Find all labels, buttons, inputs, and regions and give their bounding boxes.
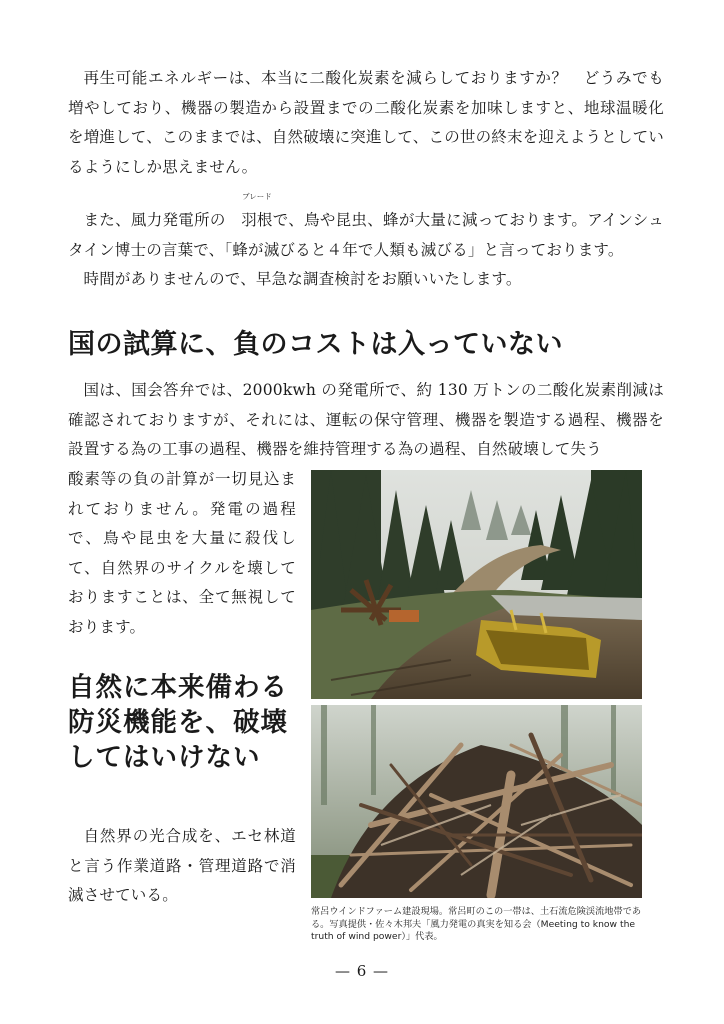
- urgent-request-paragraph: 時間がありませんので、早急な調査検討をお願いいたします。: [83, 270, 522, 288]
- photo-caption: 常呂ウインドファーム建設現場。常呂町のこの一帯は、土石流危険渓流地帯である。写真提供・佐々木邦夫「風力発電の真実を知る会（Meeting to know the truth of wind power）」代表。: [311, 906, 642, 942]
- page-number: — 6 —: [334, 962, 390, 980]
- section-heading-negative-cost: 国の試算に、負のコストは入っていない: [68, 329, 563, 360]
- logging-debris-pile-photo: [311, 705, 642, 898]
- photosynthesis-paragraph: 自然界の光合成を、エセ林道と言う作業道路・管理道路で消滅させている。: [68, 827, 296, 904]
- government-estimate-paragraph-continued: 酸素等の負の計算が一切見込まれておりません。発電の過程で、鳥や昆虫を大量に殺伐して、自然界のサイクルを壊しておりますことは、全て無視しております。: [68, 470, 296, 636]
- bees-paragraph-end: で、鳥や昆虫、蜂が大量に減っております。アインシュタイン博士の言葉で、「蜂が滅びると４年で人類も滅びる」と言っております。: [68, 211, 665, 259]
- forest-road-excavator-photo: [311, 470, 642, 699]
- ruby-annotation: ブレード: [242, 192, 272, 201]
- section-heading-disaster-prevention: 自然に本来備わる防災機能を、破壊してはいけない: [68, 672, 288, 773]
- government-estimate-paragraph: 国は、国会答弁では、2000kwh の発電所で、約 130 万トンの二酸化炭素削減は確認されておりますが、それには、運転の保守管理、機器を製造する過程、機器を設置する為の工事の過程、機器を維持管理する為の過程、自然破壊して失う: [68, 381, 664, 458]
- bees-paragraph: [68, 192, 665, 265]
- ruby-blade: [226, 192, 273, 236]
- ruby-base: 羽根: [241, 211, 273, 229]
- bees-paragraph-start: また、風力発電所の: [83, 211, 226, 229]
- intro-paragraph: 再生可能エネルギーは、本当に二酸化炭素を減らしておりますか？ どうみでも増やしており、機器の製造から設置までの二酸化炭素を加味しますと、地球温暖化を増進して、このままでは、自然破壊に突進して、この世の終末を迎えようとしているようにしか思えません。: [68, 69, 664, 176]
